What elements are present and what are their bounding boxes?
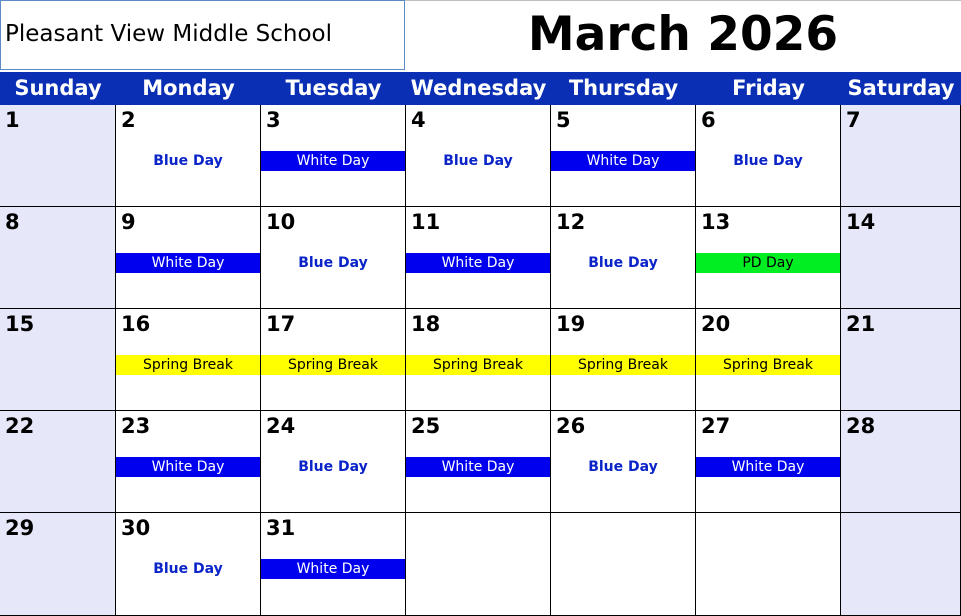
day-number: 31 bbox=[266, 516, 296, 540]
day-cell-30[interactable] bbox=[116, 513, 261, 616]
day-number: 20 bbox=[701, 312, 731, 336]
day-cell-29[interactable] bbox=[0, 513, 116, 616]
event-white-day: White Day bbox=[406, 457, 550, 477]
event-blue-day: Blue Day bbox=[153, 153, 223, 169]
day-number: 24 bbox=[266, 414, 296, 438]
event-white-day: White Day bbox=[116, 457, 260, 477]
day-cell-27[interactable] bbox=[696, 411, 841, 513]
day-number: 4 bbox=[411, 108, 426, 132]
event-spring: Spring Break bbox=[406, 355, 550, 375]
day-number: 7 bbox=[846, 108, 861, 132]
event-spring: Spring Break bbox=[116, 355, 260, 375]
day-cell-17[interactable] bbox=[261, 309, 406, 411]
day-cell-10[interactable] bbox=[261, 207, 406, 309]
day-cell-1[interactable] bbox=[0, 105, 116, 207]
day-number: 10 bbox=[266, 210, 296, 234]
calendar-grid bbox=[0, 105, 961, 616]
empty-day-cell[interactable] bbox=[406, 513, 551, 616]
day-number: 30 bbox=[121, 516, 151, 540]
day-cell-3[interactable] bbox=[261, 105, 406, 207]
event-blue-day: Blue Day bbox=[733, 153, 803, 169]
empty-day-cell[interactable] bbox=[841, 513, 961, 616]
event-blue-day: Blue Day bbox=[298, 459, 368, 475]
event-white-day: White Day bbox=[261, 151, 405, 171]
event-blue-day: Blue Day bbox=[298, 255, 368, 271]
day-number: 5 bbox=[556, 108, 571, 132]
day-cell-18[interactable] bbox=[406, 309, 551, 411]
event-spring: Spring Break bbox=[551, 355, 695, 375]
day-cell-25[interactable] bbox=[406, 411, 551, 513]
day-number: 27 bbox=[701, 414, 731, 438]
day-number: 26 bbox=[556, 414, 586, 438]
event-blue-day: Blue Day bbox=[588, 459, 658, 475]
day-number: 18 bbox=[411, 312, 441, 336]
day-number: 9 bbox=[121, 210, 136, 234]
day-cell-7[interactable] bbox=[841, 105, 961, 207]
day-number: 16 bbox=[121, 312, 151, 336]
day-number: 22 bbox=[5, 414, 35, 438]
day-number: 21 bbox=[846, 312, 876, 336]
month-title-box bbox=[405, 0, 961, 70]
weekday-friday: Friday bbox=[732, 76, 805, 100]
day-cell-9[interactable] bbox=[116, 207, 261, 309]
day-cell-23[interactable] bbox=[116, 411, 261, 513]
day-number: 25 bbox=[411, 414, 441, 438]
weekday-monday: Monday bbox=[142, 76, 235, 100]
event-white-day: White Day bbox=[551, 151, 695, 171]
empty-day-cell[interactable] bbox=[551, 513, 696, 616]
day-number: 19 bbox=[556, 312, 586, 336]
day-number: 29 bbox=[5, 516, 35, 540]
event-blue-day: Blue Day bbox=[443, 153, 513, 169]
day-cell-2[interactable] bbox=[116, 105, 261, 207]
day-number: 12 bbox=[556, 210, 586, 234]
day-number: 17 bbox=[266, 312, 296, 336]
day-cell-31[interactable] bbox=[261, 513, 406, 616]
calendar-header bbox=[0, 0, 961, 72]
event-blue-day: Blue Day bbox=[153, 561, 223, 577]
weekday-saturday: Saturday bbox=[847, 76, 955, 100]
weekday-header-row bbox=[0, 72, 961, 105]
event-white-day: White Day bbox=[116, 253, 260, 273]
day-cell-24[interactable] bbox=[261, 411, 406, 513]
day-cell-22[interactable] bbox=[0, 411, 116, 513]
day-cell-15[interactable] bbox=[0, 309, 116, 411]
day-cell-20[interactable] bbox=[696, 309, 841, 411]
day-number: 3 bbox=[266, 108, 281, 132]
day-number: 13 bbox=[701, 210, 731, 234]
day-number: 28 bbox=[846, 414, 876, 438]
day-cell-28[interactable] bbox=[841, 411, 961, 513]
weekday-tuesday: Tuesday bbox=[285, 76, 382, 100]
day-number: 8 bbox=[5, 210, 20, 234]
day-cell-4[interactable] bbox=[406, 105, 551, 207]
weekday-thursday: Thursday bbox=[568, 76, 679, 100]
day-number: 23 bbox=[121, 414, 151, 438]
day-cell-26[interactable] bbox=[551, 411, 696, 513]
event-spring: Spring Break bbox=[261, 355, 405, 375]
month-title: March 2026 bbox=[527, 7, 839, 62]
day-number: 6 bbox=[701, 108, 716, 132]
day-number: 14 bbox=[846, 210, 876, 234]
day-cell-12[interactable] bbox=[551, 207, 696, 309]
day-cell-14[interactable] bbox=[841, 207, 961, 309]
day-cell-5[interactable] bbox=[551, 105, 696, 207]
event-white-day: White Day bbox=[696, 457, 840, 477]
day-number: 15 bbox=[5, 312, 35, 336]
weekday-wednesday: Wednesday bbox=[410, 76, 547, 100]
event-pd: PD Day bbox=[696, 253, 840, 273]
day-number: 2 bbox=[121, 108, 136, 132]
day-cell-8[interactable] bbox=[0, 207, 116, 309]
event-blue-day: Blue Day bbox=[588, 255, 658, 271]
day-cell-19[interactable] bbox=[551, 309, 696, 411]
weekday-sunday: Sunday bbox=[14, 76, 102, 100]
empty-day-cell[interactable] bbox=[696, 513, 841, 616]
day-number: 11 bbox=[411, 210, 441, 234]
event-white-day: White Day bbox=[261, 559, 405, 579]
day-cell-21[interactable] bbox=[841, 309, 961, 411]
day-cell-16[interactable] bbox=[116, 309, 261, 411]
event-spring: Spring Break bbox=[696, 355, 840, 375]
school-name: Pleasant View Middle School bbox=[5, 21, 333, 47]
day-cell-13[interactable] bbox=[696, 207, 841, 309]
day-cell-6[interactable] bbox=[696, 105, 841, 207]
event-white-day: White Day bbox=[406, 253, 550, 273]
school-name-box bbox=[0, 0, 405, 70]
day-number: 1 bbox=[5, 108, 20, 132]
day-cell-11[interactable] bbox=[406, 207, 551, 309]
